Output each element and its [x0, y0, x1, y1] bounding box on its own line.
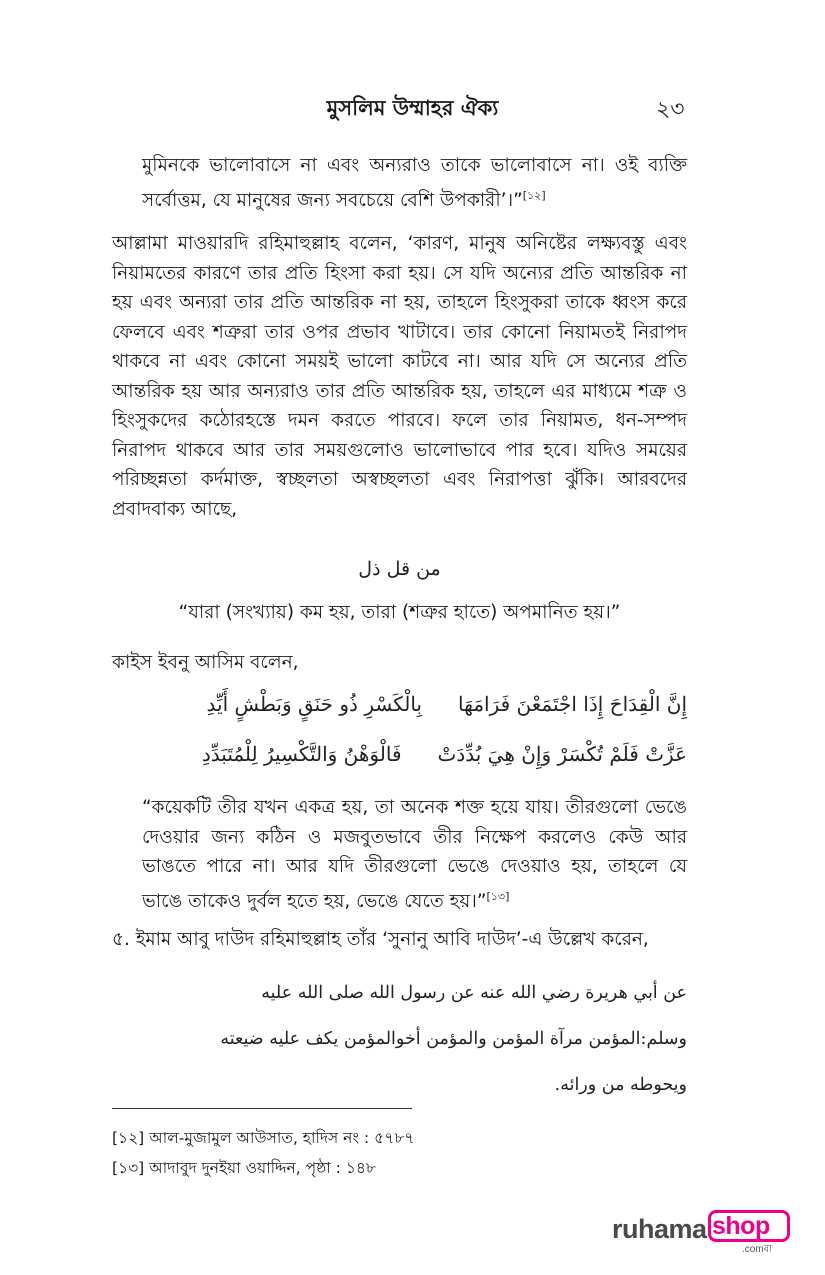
poem-line-2 [202, 742, 687, 766]
poem-hemistich: فَالْوَهْنُ وَالتَّكْسِيرُ لِلْمُتَبَدِّدِ [201, 742, 402, 766]
footnote-divider [112, 1108, 412, 1109]
poem-hemistich: بِالْكَسْرِ ذُو حَنَقٍ وَبَطْشٍ أَيِّدِ [206, 692, 422, 716]
logo-text-ruhama: ruhama [612, 1214, 707, 1244]
logo-text-shop: shop [712, 1212, 770, 1240]
quote-block-2 [142, 793, 687, 916]
poem-hemistich: عَزَّتْ فَلَمْ تُكْسَرْ وَإِنْ هِيَ بُدِّدَتْ [437, 742, 687, 766]
quote-text: মুমিনকে ভালোবাসে না এবং অন্যরাও তাকে ভালোবাসে না। ওই ব্যক্তি সর্বোত্তম, যে মানুষের জন্য সবচেয়ে বেশি উপকারী’।” [142, 155, 687, 211]
logo-text-com: .comবা [742, 1244, 773, 1255]
hadith-line: ويحوطه من ورائه. [554, 1075, 687, 1095]
footnote-13: [১৩] আদাবুদ দুনইয়া ওয়াদ্দিন, পৃষ্ঠা : ১৪৮ [112, 1159, 376, 1177]
body-paragraph: আল্লামা মাওয়ারদি রহিমাহুল্লাহ বলেন, ‘কারণ, মানুষ অনিষ্টের লক্ষ্যবস্তু এবং নিয়ামতের কারণে তার প্রতি হিংসা করা হয়। সে যদি অন্যের প্রতি আন্তরিক না হয় এবং অন্যরা তার প্রতি আন্তরিক না হয়, তাহলে হিংসুকরা তাকে ধ্বংস করে ফেলবে এবং শত্রুরা তার ওপর প্রভাব খাটাবে। তার কোনো নিয়ামতই নিরাপদ থাকবে না এবং কোনো সময়ই ভালো কাটবে না। আর যদি সে অন্যের প্রতি আন্তরিক হয় আর অন্যরাও তার প্রতি আন্তরিক হয়, তাহলে এর মাধ্যমে শত্রু ও হিংসুকদের কঠোরহস্তে দমন করতে পারবে। ফলে তার নিয়ামত, ধন-সম্পদ নিরাপদ থাকবে আর তার সময়গুলোও ভালোভাবে পার হবে। যদিও সময়ের পরিচ্ছন্নতা কর্দমাক্ত, স্বচ্ছলতা অস্বচ্ছলতা এবং নিরাপত্তা ঝুঁকি। আরবদের প্রবাদবাক্য আছে, [112, 233, 687, 520]
qays-intro: কাইস ইবনু আসিম বলেন, [112, 652, 299, 673]
footnote-ref: [১৩] [486, 889, 510, 903]
footnote-12: [১২] আল-মুজামুল আউসাত, হাদিস নং : ৫৭৮৭ [112, 1129, 415, 1147]
hadith-line: وسلم:المؤمن مرآة المؤمن والمؤمن أخوالمؤمن يكف عليه ضيعته [220, 1029, 687, 1049]
arabic-proverb: من قل ذل [358, 558, 441, 580]
footnote-ref: [১২] [522, 188, 546, 202]
quote-block-1 [142, 151, 687, 215]
poem-line-1 [207, 692, 688, 716]
proverb-translation: “যারা (সংখ্যায়) কম হয়, তারা (শত্রুর হাতে) অপমানিত হয়।” [178, 602, 621, 623]
poem-hemistich: إِنَّ الْقِدَاحَ إِذَا اجْتَمَعْنَ فَرَامَهَا [458, 692, 687, 716]
page-title: মুসলিম উম্মাহর ঐক্য [326, 96, 499, 120]
arabic-hadith [127, 970, 687, 1108]
hadith-line: عن أبي هريرة رضي الله عنه عن رسول الله صلى الله عليه [261, 983, 687, 1003]
quote-text: “কয়েকটি তীর যখন একত্র হয়, তা অনেক শক্ত হয়ে যায়। তীরগুলো ভেঙে দেওয়ার জন্য কঠিন ও মজবুতভাবে তীর নিক্ষেপ করলেও কেউ আর ভাঙতে পারে না। আর যদি তীরগুলো ভেঙে দেওয়াও হয়, তাহলে যে ভাঙে তাকেও দুর্বল হতে হয়, ভেঙে যেতে হয়।” [142, 797, 687, 912]
numbered-item-5: ৫. ইমাম আবু দাউদ রহিমাহুল্লাহ তাঁর ‘সুনানু আবি দাউদ’-এ উল্লেখ করেন, [112, 929, 649, 950]
page-number: ২৩ [656, 97, 685, 122]
